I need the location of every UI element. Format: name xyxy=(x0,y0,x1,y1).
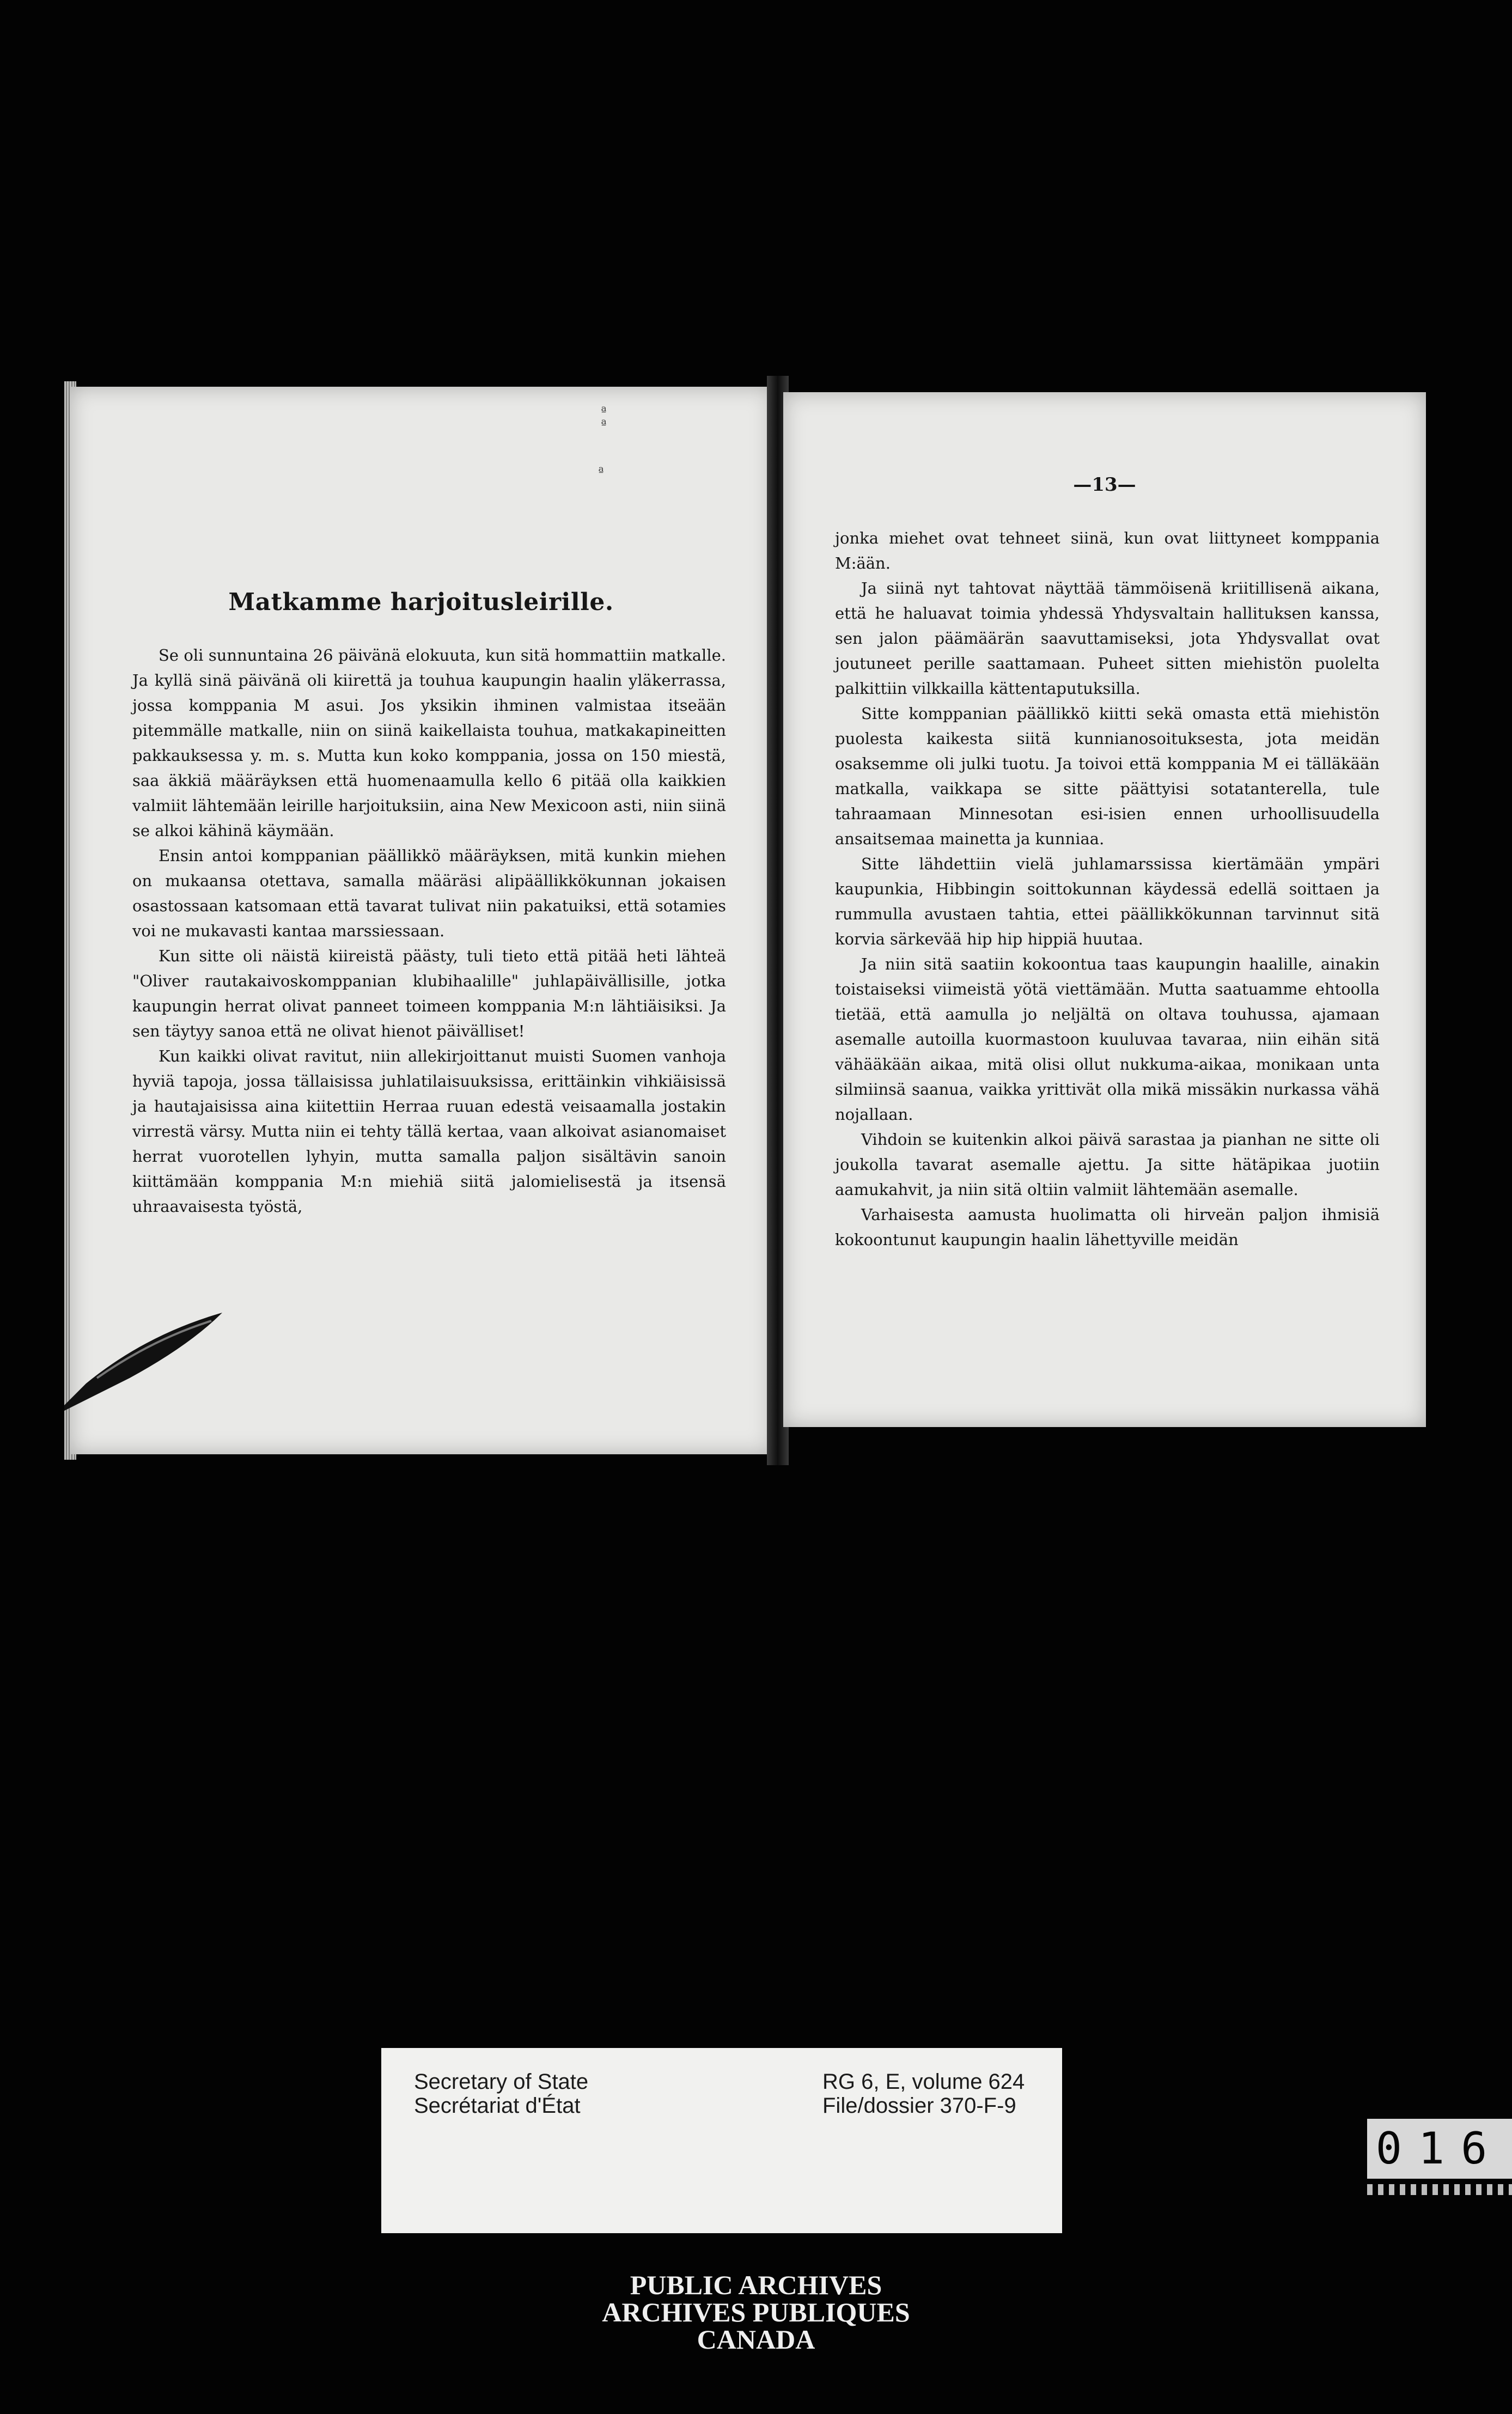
paragraph: Kun sitte oli näistä kiireistä päästy, tuli tieto että pitää heti lähteä "Oliver rautakaivoskomppanian klubihaalille" juhlapäivällisille, jotka kaupungin herrat olivat panneet toimeen komppania M:n lähtiäisiksi. Ja sen täytyy sanoa että ne olivat hienot päivälliset! xyxy=(132,947,726,1040)
page-number: —13— xyxy=(1073,474,1136,496)
paragraph: Sitte komppanian päällikkö kiitti sekä omasta että miehistön puolesta kaikesta siitä kunnianosoituksesta, jota meidän osaksemme oli julki tuotu. Ja toivoi että komppania M ei tälläkään matkalla, vaikkapa se sitte päättyisi sotatanterella, tule tahraamaan Minnesotan esi-isien ennen urhoollisuudella ansaitsemaa mainetta ja kunniaa. xyxy=(835,704,1380,848)
paragraph: Sitte lähdettiin vielä juhlamarssissa kiertämään ympäri kaupunkia, Hibbingin soittokunnan käydessä edellä soittaen ja rummulla avustaen tahtia, ettei päällikkökunnan tarvinnut sitä korvia särkevää hip hip hippiä huutaa. xyxy=(835,855,1380,948)
stamp-line-2: ARCHIVES PUBLIQUES xyxy=(602,2297,910,2327)
label-department xyxy=(414,2070,588,2118)
label-department-fr: Secrétariat d'État xyxy=(414,2094,581,2118)
right-page-text xyxy=(835,526,1380,1252)
chapter-title: Matkamme harjoitusleirille. xyxy=(228,588,614,616)
label-reference xyxy=(822,2070,1025,2118)
paragraph: Ensin antoi komppanian päällikkö määräyksen, mitä kunkin miehen on mukaansa otettava, samalla määräsi alipäällikkökunnan jokaisen osastossaan katsomaan että tavarat tulivat niin pakatuiksi, että sotamies voi ne mukavasti kantaa marssiessaan. xyxy=(132,846,726,940)
stamp-line-1: PUBLIC ARCHIVES xyxy=(630,2270,882,2300)
label-department-en: Secretary of State xyxy=(414,2070,589,2094)
page-mark-top: ª ª xyxy=(601,405,607,432)
page-mark-lower: ª xyxy=(598,466,604,479)
paragraph: jonka miehet ovat tehneet siinä, kun ovat liittyneet komppania M:ään. xyxy=(835,529,1380,572)
left-page xyxy=(70,387,772,1454)
paragraph: Varhaisesta aamusta huolimatta oli hirveän paljon ihmisiä kokoontunut kaupungin haalin lähettyville meidän xyxy=(835,1205,1380,1249)
open-book xyxy=(64,376,1431,1465)
paragraph: Vihdoin se kuitenkin alkoi päivä sarastaa ja pianhan ne sitte oli joukolla tavarat asemalle ajettu. Ja sitte hätäpikaa juotiin aamukahvit, ja niin sitä oltiin valmiit lähtemään asemalle. xyxy=(835,1130,1380,1199)
paragraph: Ja niin sitä saatiin kokoontua taas kaupungin haalille, ainakin toistaiseksi viimeistä yötä viettämään. Mutta saatuamme ehtoolla tietää, että aamulla jo neljältä on oltava touhussa, ajamaan asemalle autoilla kuormastoon kuuluvaa tavaraa, niin eihän sitä vähääkään aikaa, mitä olisi ollut nukkuma-aikaa, monikaan unta silmiinsä saanua, vaikka yrittivät olla mikä missäkin nurkassa vähä nojallaan. xyxy=(835,955,1380,1124)
stamp-line-3: CANADA xyxy=(697,2324,815,2355)
paragraph: Kun kaikki olivat ravitut, niin allekirjoittanut muisti Suomen vanhoja hyviä tapoja, jossa tällaisissa juhlatilaisuuksissa, erittäinkin vihkiäisissä ja hautajaisissa aina kiitettiin Herraa ruuan edestä veisaamalla jostakin virrestä värsy. Mutta niin ei tehty tällä kertaa, vaan alkoivat asianomaiset herrat vuorotellen lyhyin, mutta samalla paljon sisältävin sanoin kiittämään komppania M:n miehiä siitä jalomielisestä ja itsensä uhraavaisesta työstä, xyxy=(132,1047,726,1216)
paragraph: Ja siinä nyt tahtovat näyttää tämmöisenä kriitillisenä aikana, että he haluavat toimia yhdessä Yhdysvaltain hallituksen kanssa, sen jalon päämäärän saavuttamiseksi, jota Yhdysvallat ovat joutuneet perille saattamaan. Puheet sitten miehistön puolelta palkittiin vilkkailla kättentaputuksilla. xyxy=(835,579,1380,698)
right-page xyxy=(783,392,1426,1427)
label-file: File/dossier 370-F-9 xyxy=(822,2094,1016,2118)
label-volume: RG 6, E, volume 624 xyxy=(822,2070,1025,2094)
frame-number: 016 xyxy=(1367,2119,1512,2179)
archive-label-card xyxy=(381,2048,1062,2233)
frame-ticks xyxy=(1367,2184,1512,2195)
paragraph: Se oli sunnuntaina 26 päivänä elokuuta, kun sitä hommattiin matkalle. Ja kyllä sinä päivänä oli kiirettä ja touhua kaupungin haalin yläkerrassa, jossa komppania M asui. Jos yksikin ihminen valmistaa itseään pitemmälle matkalle, niin on siinä kaikellaista touhua, matkakapineitten pakkauksessa y. m. s. Mutta kun koko komppania, jossa on 150 miestä, saa äkkiä määräyksen että huomenaamulla kello 6 pitää olla kaikkien valmiit lähtemään leirille harjoituksiin, aina New Mexicoon asti, niin siinä se alkoi kähinä käymään. xyxy=(132,646,726,840)
letter-opener-icon xyxy=(64,1302,228,1411)
left-page-text xyxy=(132,643,726,1219)
archives-stamp xyxy=(0,2271,1512,2353)
